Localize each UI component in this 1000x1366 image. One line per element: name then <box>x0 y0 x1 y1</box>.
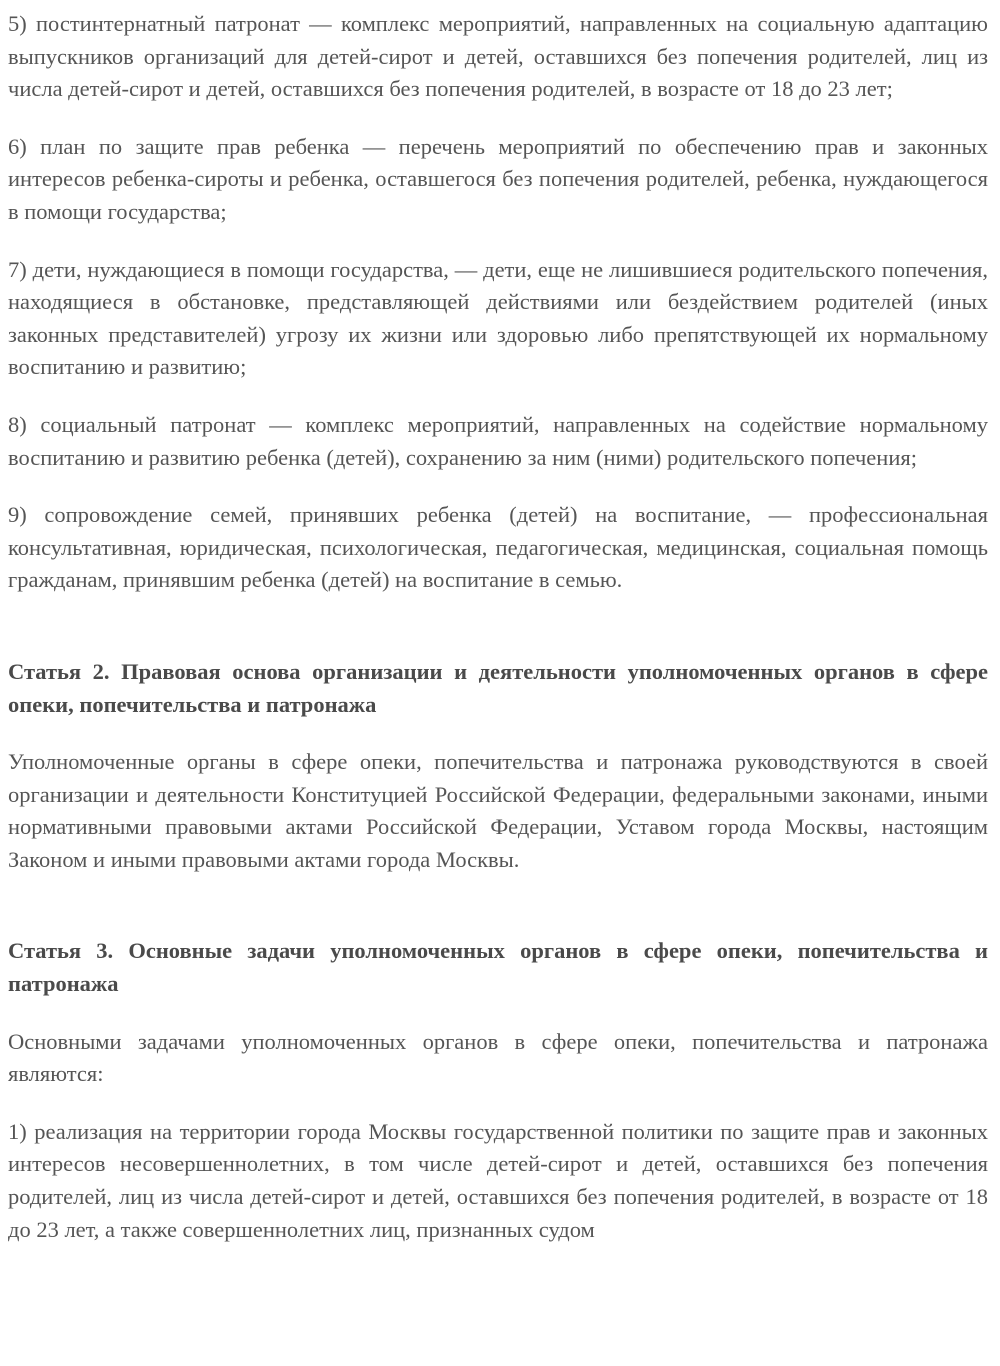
article-3-heading: Статья 3. Основные задачи уполномоченных органов в сфере опеки, попечительства и патронажа <box>8 938 988 997</box>
article-2-heading: Статья 2. Правовая основа организации и деятельности уполномоченных органов в сфере опеки, попечительства и патронажа <box>8 658 988 717</box>
definition-item-7: 7) дети, нуждающиеся в помощи государства, — дети, еще не лишившиеся родительского попечения, находящиеся в обстановке, представляющей действиями или бездействием родителей (иных законных представителей) угрозу их жизни или здоровью либо препятствующей их нормальному воспитанию и развитию; <box>8 256 988 380</box>
definition-item-8: 8) социальный патронат — комплекс мероприятий, направленных на содействие нормальному воспитанию и развитию ребенка (детей), сохранению за ним (ними) родительского попечения; <box>8 411 988 470</box>
article-3-intro: Основными задачами уполномоченных органов в сфере опеки, попечительства и патронажа являются: <box>8 1028 988 1087</box>
definition-item-6: 6) план по защите прав ребенка — перечень мероприятий по обеспечению прав и законных интересов ребенка-сироты и ребенка, оставшегося без попечения родителей, ребенка, нуждающегося в помощи государства; <box>8 133 988 224</box>
article-2-text: Уполномоченные органы в сфере опеки, попечительства и патронажа руководствуются в своей организации и деятельности Конституцией Российской Федерации, федеральными законами, иными нормативными правовыми актами Российской Федерации, Уставом города Москвы, настоящим Законом и иными правовыми актами города Москвы. <box>8 749 988 872</box>
definition-item-9: 9) сопровождение семей, принявших ребенка (детей) на воспитание, — профессиональная консультативная, юридическая, психологическая, педагогическая, медицинская, социальная помощь гражданам, принявшим ребенка (детей) на воспитание в семью. <box>8 502 988 593</box>
article-3-item-1: 1) реализация на территории города Москвы государственной политики по защите прав и законных интересов несовершеннолетних, в том числе детей-сирот и детей, оставшихся без попечения родителей, лиц из числа детей-сирот и детей, оставшихся без попечения родителей, в возрасте от 18 до 23 лет, а также совершеннолетних лиц, признанных судом <box>8 1118 988 1242</box>
definition-item-5: 5) постинтернатный патронат — комплекс мероприятий, направленных на социальную адаптацию выпускников организаций для детей-сирот и детей, оставшихся без попечения родителей, лиц из числа детей-сирот и детей, оставшихся без попечения родителей, в возрасте от 18 до 23 лет; <box>8 11 988 102</box>
